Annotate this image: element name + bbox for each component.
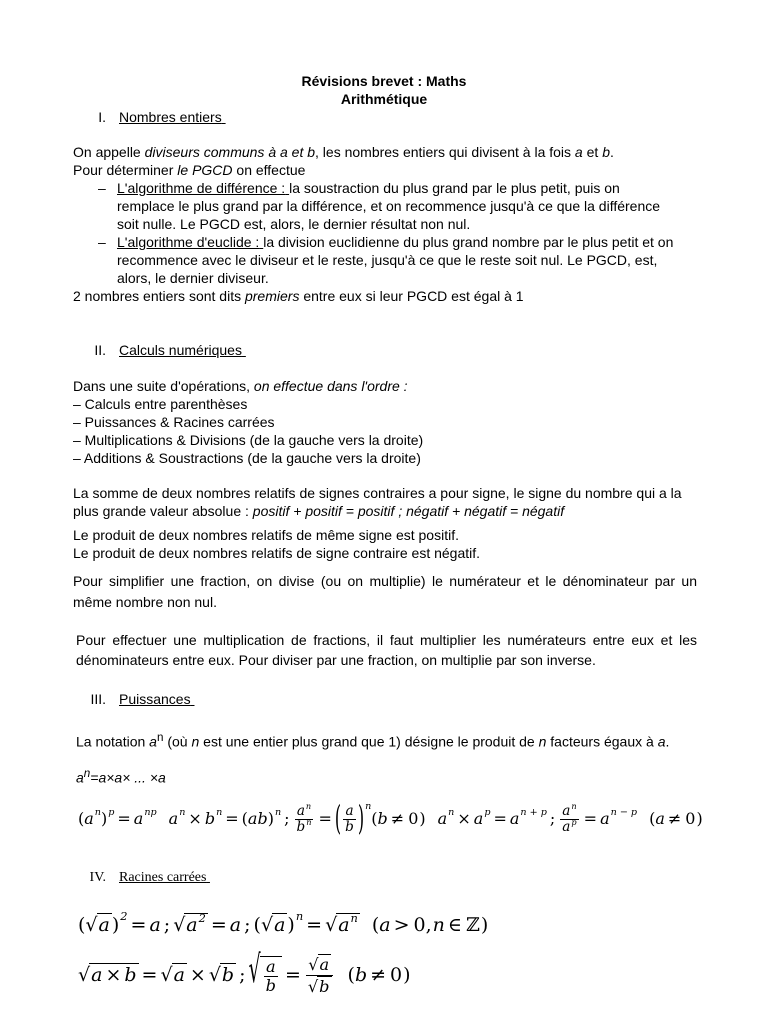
math-exponent: p [108, 807, 115, 819]
math-variable: a [133, 809, 144, 828]
math-power-base [205, 810, 215, 828]
math-power [600, 807, 638, 828]
math-fraction [264, 958, 278, 995]
math-power [204, 807, 223, 828]
math-fraction [560, 800, 578, 835]
math-power-base [338, 915, 349, 937]
paragraph-somme-relatifs [73, 484, 697, 520]
section-title: Racines carrées [119, 870, 207, 885]
open-parenthesis: ( [371, 914, 380, 936]
exponent: n [83, 767, 91, 780]
math-group [261, 913, 287, 937]
list-item-label: L'algorithme de différence : [117, 180, 286, 196]
math-operator: = [284, 964, 301, 986]
math-square-root [160, 963, 186, 987]
math-operator: × [105, 964, 122, 987]
math-square-root [261, 913, 287, 937]
math-exponent: n [216, 807, 223, 819]
math-exponent: n [306, 816, 312, 827]
math-radicand [220, 963, 236, 987]
list-item: – Calculs entre parenthèses [73, 396, 248, 412]
math-power-base [134, 810, 144, 828]
math-operator: ≠ [370, 964, 387, 986]
math-variable: b [124, 964, 137, 987]
math-radicand [97, 913, 112, 937]
math-power [296, 816, 312, 835]
math-parentheses [78, 807, 108, 828]
close-parenthesis: ) [287, 914, 295, 936]
math-numerator [264, 958, 278, 977]
title-line-2: Arithmétique [340, 91, 428, 107]
math-operator: ; [244, 914, 251, 936]
text-segment: Pour déterminer [73, 162, 178, 178]
radical-sign-icon: √ [248, 948, 261, 993]
text-segment: Dans une suite d'opérations, [73, 378, 254, 394]
close-parenthesis: ) [267, 809, 274, 828]
math-variable: b [204, 809, 216, 828]
math-denominator [343, 820, 356, 835]
algorithm-list [73, 179, 697, 287]
math-group [379, 916, 481, 934]
text-line: Le produit de deux nombres relatifs de signe contraire est négatif. [73, 545, 481, 561]
paragraph-pgcd [73, 161, 697, 179]
text-segment-italic: positif + positif = positif ; négatif + négatif = négatif [252, 503, 565, 519]
close-parenthesis: ) [696, 809, 703, 828]
math-power-base [334, 798, 365, 838]
math-variable: a [229, 914, 242, 936]
list-item-body: la division euclidienne du plus grand nombre par le plus petit et on recommence avec le diviseur et le reste, jusqu'à ce que le reste soit nul. Le PGCD, est, alors, le dernier diviseur. [117, 234, 674, 286]
math-parentheses [649, 810, 703, 828]
text-segment-italic: premiers [244, 288, 300, 304]
math-square-root [173, 910, 208, 937]
math-parentheses [348, 966, 411, 984]
section-title: Calculs numériques [119, 342, 242, 358]
math-variable: a [168, 809, 179, 828]
math-operator: = [141, 964, 158, 986]
math-variable: a [562, 802, 571, 819]
math-variable: a [265, 956, 276, 976]
math-power-base [474, 810, 484, 828]
list-item: – Additions & Soustractions (de la gauche vers la droite) [73, 450, 421, 466]
math-variable: b [345, 818, 354, 835]
math-power-base [297, 820, 306, 835]
math-square-root [78, 963, 139, 987]
math-radicand [260, 956, 282, 995]
section-heading-calculs-numeriques [0, 341, 768, 359]
math-operator: = [130, 914, 147, 936]
math-variable: b [296, 818, 306, 835]
math-exponent: 2 [120, 908, 128, 923]
radical-sign-icon: √ [260, 914, 274, 937]
math-power-base [438, 810, 448, 828]
math-variable: b [221, 964, 235, 987]
math-variable: b [265, 975, 276, 995]
math-group [378, 810, 420, 828]
math-power [133, 807, 157, 828]
text-segment-italic: le PGCD [177, 162, 233, 178]
math-group [655, 810, 696, 828]
math-power-base [600, 810, 610, 828]
text-segment: . [665, 733, 670, 750]
radical-sign-icon: √ [160, 964, 173, 987]
math-square-root [248, 948, 282, 995]
math-variable: a [473, 809, 484, 828]
math-power-base [562, 820, 570, 835]
math-parentheses [371, 810, 425, 828]
math-variable: a [173, 964, 185, 987]
text-line: Le produit de deux nombres relatifs de même signe est positif. [73, 527, 459, 543]
radical-sign-icon: √ [325, 914, 338, 937]
math-power [473, 807, 491, 828]
math-square-root [325, 910, 360, 937]
math-power-base [169, 810, 179, 828]
math-radicand [172, 963, 187, 987]
math-exponent: np [144, 807, 157, 819]
math-power-base [562, 804, 570, 819]
math-operator: = [583, 809, 598, 828]
math-operator: = [210, 914, 227, 936]
list-item-text [117, 233, 677, 287]
math-operator: ≠ [390, 809, 405, 828]
math-number: 0 [408, 809, 419, 828]
radical-sign-icon: √ [208, 964, 221, 987]
math-exponent: n + p [520, 807, 547, 819]
math-exponent: n [94, 807, 101, 819]
math-square-root [308, 976, 332, 997]
math-variable: a [296, 802, 305, 819]
math-radicand [336, 910, 360, 937]
math-exponent: n [571, 800, 577, 811]
math-exponent: p [484, 807, 491, 819]
title-line-1: Révisions brevet : Maths [301, 73, 467, 89]
math-variable: a [274, 914, 286, 937]
text-segment-italic: a [149, 733, 157, 750]
math-operator: × [188, 809, 202, 828]
math-parentheses [78, 913, 119, 937]
text-segment-italic: a [657, 733, 666, 750]
power-rules-formula [78, 797, 703, 841]
math-number: 0 [390, 964, 403, 986]
math-power [241, 807, 282, 828]
list-dash: – [98, 180, 106, 196]
close-parenthesis: ) [403, 964, 411, 986]
math-variable: a [319, 954, 330, 974]
math-exponent: n [365, 800, 372, 812]
math-group [248, 810, 268, 828]
list-item: – Puissances & Racines carrées [73, 414, 275, 430]
math-variable: a [509, 809, 520, 828]
math-variable: a [186, 914, 198, 937]
open-parenthesis: ( [334, 798, 342, 838]
math-power-base [78, 913, 119, 937]
math-radicand [184, 910, 208, 937]
text-segment-italic: on effectue dans l'ordre : [253, 378, 408, 394]
math-operator: > [393, 914, 410, 936]
math-power [334, 798, 372, 838]
math-variable: a [379, 914, 391, 936]
close-parenthesis: ) [419, 809, 426, 828]
section-heading-puissances [0, 690, 768, 708]
math-exponent: 2 [198, 910, 206, 925]
math-power-base [84, 810, 94, 828]
open-parenthesis: ( [241, 809, 248, 828]
math-power [338, 910, 358, 937]
paragraph-ordre [73, 377, 697, 395]
math-power [437, 807, 455, 828]
paragraph-diviseurs-communs [73, 143, 697, 161]
math-numerator [306, 954, 333, 976]
section-number: III. [90, 691, 106, 707]
math-denominator [264, 977, 278, 995]
list-item-algorithme-euclide [73, 233, 697, 287]
math-operator: = [493, 809, 507, 828]
math-variable: a [98, 914, 110, 937]
math-variable: b [319, 976, 330, 996]
text-segment-italic: a [574, 144, 583, 160]
math-group [85, 913, 111, 937]
math-operator: ; [284, 809, 290, 828]
math-power-base [510, 810, 520, 828]
list-item: – Multiplications & Divisions (de la gauche vers la droite) [73, 432, 424, 448]
open-parenthesis: ( [347, 964, 355, 986]
math-exponent: n [179, 807, 186, 819]
math-number: 0, [413, 914, 432, 936]
math-variable: n [432, 914, 445, 936]
open-parenthesis: ( [253, 914, 261, 936]
math-exponent: n [305, 800, 312, 811]
math-power [78, 908, 128, 937]
math-power [509, 807, 547, 828]
power-expansion: =a×a× ... ×a [90, 769, 166, 786]
math-variable: a [345, 802, 354, 819]
math-exponent: n [350, 910, 358, 925]
list-item-algorithme-difference [73, 179, 697, 233]
section-number: II. [94, 342, 106, 358]
section-title: Nombres entiers [119, 109, 222, 125]
math-square-root [209, 963, 236, 987]
square-root-rules-formula-1 [78, 905, 488, 945]
math-power [253, 908, 304, 937]
close-parenthesis: ) [357, 798, 365, 838]
math-parentheses [334, 798, 365, 838]
math-number: 0 [685, 809, 696, 828]
math-variable: a [562, 818, 571, 835]
square-root-rules-formula-2 [78, 950, 411, 1000]
operations-order [73, 377, 697, 467]
math-operator: × [457, 809, 471, 828]
math-operator: ≠ [667, 809, 682, 828]
math-number: ℤ [466, 914, 480, 936]
list-item-label: L'algorithme d'euclide : [117, 234, 260, 250]
paragraph-notation-puissance [76, 729, 696, 751]
text-segment: La notation [76, 733, 150, 750]
open-parenthesis: ( [78, 809, 85, 828]
radical-sign-icon: √ [78, 964, 91, 987]
document-title [0, 72, 768, 108]
list-dash: – [98, 234, 106, 250]
math-variable: a [437, 809, 448, 828]
text-segment: On appelle [73, 144, 145, 160]
math-variable: a [149, 914, 161, 936]
radical-sign-icon: √ [308, 954, 319, 974]
math-operator: ; [549, 809, 556, 828]
math-denominator [295, 816, 314, 835]
math-radicand [89, 963, 138, 987]
text-segment-italic: diviseurs communs à a et b [144, 144, 316, 160]
math-variable: b [354, 964, 368, 986]
section-number: I. [98, 109, 106, 125]
text-segment-italic: b [602, 144, 610, 160]
text-segment: 2 nombres entiers sont dits [73, 288, 245, 304]
list-item-body: la soustraction du plus grand par le plus petit, puis on remplace le plus grand par la différence, et on recommence jusqu'à ce que la différence soit nulle. Le PGCD est, alors, le dernier résultat non nul. [117, 180, 661, 232]
text-segment-italic: n [538, 733, 547, 750]
open-parenthesis: ( [78, 914, 86, 936]
math-variable: a [338, 914, 350, 937]
section-heading-nombres-entiers [0, 108, 768, 126]
math-radicand [318, 954, 332, 975]
close-parenthesis: ) [100, 809, 108, 828]
math-power-base [297, 804, 305, 819]
math-exponent: n [274, 807, 282, 819]
radical-sign-icon: √ [173, 914, 186, 937]
math-fraction [295, 800, 314, 835]
section-number: IV. [89, 870, 106, 885]
math-variable: a [84, 809, 94, 828]
radical-sign-icon: √ [307, 976, 319, 996]
math-variable: b [377, 809, 388, 828]
text-segment: . [609, 144, 614, 160]
text-segment: est une entier plus grand que 1) désigne le produit de [199, 733, 539, 750]
math-variable: a [91, 964, 103, 987]
math-square-root [308, 954, 331, 975]
math-power [168, 807, 186, 828]
math-power [562, 816, 577, 835]
math-power [78, 807, 115, 828]
math-operator: ; [163, 914, 171, 936]
math-power-base [254, 913, 295, 937]
open-parenthesis: ( [371, 809, 378, 828]
math-denominator [306, 976, 334, 997]
math-square-root [85, 913, 111, 937]
math-power-base [242, 810, 274, 828]
text-segment: et [582, 144, 603, 160]
text-segment: on effectue [232, 162, 306, 178]
text-segment-italic: n [191, 733, 200, 750]
math-group [84, 807, 101, 828]
math-group [355, 966, 403, 984]
math-operator: = [318, 809, 332, 828]
math-operator: ; [239, 964, 246, 986]
math-fraction [306, 954, 334, 996]
math-variable: ab [247, 809, 268, 828]
math-variable: a [600, 809, 610, 828]
math-parentheses [242, 810, 274, 828]
math-operator: = [306, 914, 323, 936]
math-fraction [343, 804, 356, 835]
text-segment: (où [163, 733, 192, 750]
math-power [84, 807, 101, 828]
math-power [186, 910, 206, 937]
radical-sign-icon: √ [85, 914, 98, 937]
math-power-base [186, 915, 197, 937]
math-exponent: n − p [610, 807, 638, 819]
math-radicand [317, 976, 331, 997]
power-base: a [76, 769, 84, 786]
math-power-base [78, 807, 108, 828]
math-radicand [272, 913, 287, 937]
math-parentheses [254, 913, 295, 937]
close-parenthesis: ) [111, 914, 120, 936]
power-definition [76, 765, 700, 787]
math-operator: = [225, 809, 239, 828]
paragraph-produit-relatifs [73, 526, 697, 562]
exponent: n [156, 731, 164, 744]
math-numerator [343, 804, 355, 820]
text-segment: entre eux si leur PGCD est égal à 1 [299, 288, 524, 304]
paragraph-simplifier-fraction: Pour simplifier une fraction, on divise (ou on multiplie) le numérateur et le dénominateur par un même nombre non nul. [73, 573, 697, 610]
math-variable: a [655, 809, 665, 828]
open-parenthesis: ( [649, 809, 656, 828]
math-denominator [560, 816, 578, 835]
math-exponent: p [571, 816, 577, 827]
section-heading-racines-carrees [0, 869, 768, 887]
math-parentheses [372, 916, 488, 934]
text-segment: , les nombres entiers qui divisent à la fois [315, 144, 575, 160]
math-exponent: n [448, 807, 455, 819]
text-segment: La somme de deux nombres relatifs de signes contraires a pour signe, le signe du nombre qui a la plus grande valeur absolue : [73, 485, 682, 519]
section-title: Puissances [119, 691, 191, 707]
math-operator: × [189, 964, 206, 986]
text-segment: facteurs égaux à [546, 733, 658, 750]
paragraph-nombres-premiers [73, 287, 697, 305]
math-operator: = [117, 809, 131, 828]
paragraph-multiplication-fractions: Pour effectuer une multiplication de fractions, il faut multiplier les numérateurs entre eux et les dénominateurs entre eux. Pour diviser par une fraction, on multiplie par son inverse. [76, 632, 697, 668]
list-item-text [117, 179, 677, 233]
math-operator: ∈ [447, 914, 462, 936]
math-group [341, 804, 358, 835]
close-parenthesis: ) [480, 914, 489, 936]
math-exponent: n [295, 908, 304, 923]
